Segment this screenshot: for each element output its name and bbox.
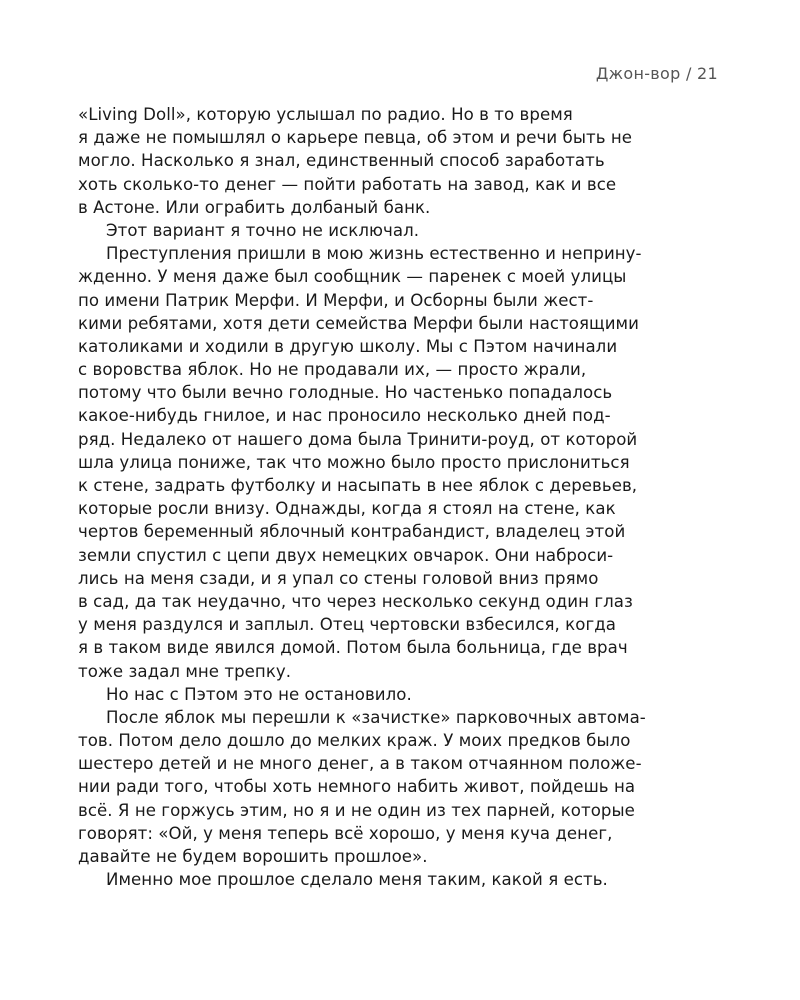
text-line: шла улица пониже, так что можно было просто прислониться [78, 452, 630, 472]
paragraph-start-line: Этот вариант я точно не исключал. [106, 220, 420, 240]
paragraph-start-line: Преступления пришли в мою жизнь естественно и неприну- [106, 244, 642, 264]
text-line: к стене, задрать футболку и насыпать в нее яблок с деревьев, [78, 476, 638, 495]
text-line: тов. Потом дело дошло до мелких краж. У моих предков было [78, 731, 631, 751]
text-line: всё. Я не горжусь этим, но я и не один из тех парней, которые [78, 800, 635, 820]
text-line: чертов беременный яблочный контрабандист, владелец этой [78, 522, 626, 542]
text-line: я в таком виде явился домой. Потом была больница, где врач [78, 638, 628, 658]
running-head: Джон-вор / 21 [595, 64, 718, 83]
text-line: в сад, да так неудачно, что через несколько секунд один глаз [78, 591, 633, 611]
text-line: в Астоне. Или ограбить долбаный банк. [78, 197, 431, 217]
text-line: говорят: «Ой, у меня теперь всё хорошо, у меня куча денег, [78, 823, 613, 843]
text-line: у меня раздулся и заплыл. Отец чертовски взбесился, когда [78, 615, 616, 635]
text-line: земли спустил с цепи двух немецких овчарок. Они наброси- [78, 545, 614, 565]
text-line: потому что были вечно голодные. Но частенько попадалось [78, 383, 613, 403]
paragraph-start-line: Именно мое прошлое сделало меня таким, какой я есть. [106, 870, 608, 890]
text-line: с воровства яблок. Но не продавали их, — просто жрали, [78, 360, 587, 380]
text-line: шестеро детей и не много денег, а в таком отчаянном положе- [78, 754, 642, 774]
text-line: «Living Doll», которую услышал по радио. Но в то время [78, 105, 573, 124]
text-line: какое-нибудь гнилое, и нас проносило несколько дней под- [78, 406, 611, 426]
paragraph-start-line: После яблок мы перешли к «зачистке» парковочных автома- [106, 707, 646, 727]
text-line: которые росли внизу. Однажды, когда я стоял на стене, как [78, 499, 616, 519]
text-line: ряд. Недалеко от нашего дома была Тринити-роуд, от которой [78, 429, 638, 449]
text-line: хоть сколько-то денег — пойти работать на завод, как и все [78, 174, 617, 194]
paragraph-start-line: Но нас с Пэтом это не остановило. [106, 684, 412, 704]
text-line: тоже задал мне трепку. [78, 661, 292, 681]
text-line: католиками и ходили в другую школу. Мы с Пэтом начинали [78, 336, 618, 356]
text-line: нии ради того, чтобы хоть немного набить живот, пойдешь на [78, 777, 636, 797]
text-line: по имени Патрик Мерфи. И Мерфи, и Осборны были жест- [78, 290, 594, 310]
text-line: жденно. У меня даже был сообщник — паренек с моей улицы [78, 267, 627, 287]
text-line: давайте не будем ворошить прошлое». [78, 847, 428, 866]
text-line: кими ребятами, хотя дети семейства Мерфи были настоящими [78, 313, 639, 333]
body-text [78, 103, 728, 891]
text-line: я даже не помышлял о карьере певца, об этом и речи быть не [78, 128, 633, 148]
text-line: могло. Насколько я знал, единственный способ заработать [78, 151, 605, 171]
text-line: лись на меня сзади, и я упал со стены головой вниз прямо [78, 568, 599, 588]
